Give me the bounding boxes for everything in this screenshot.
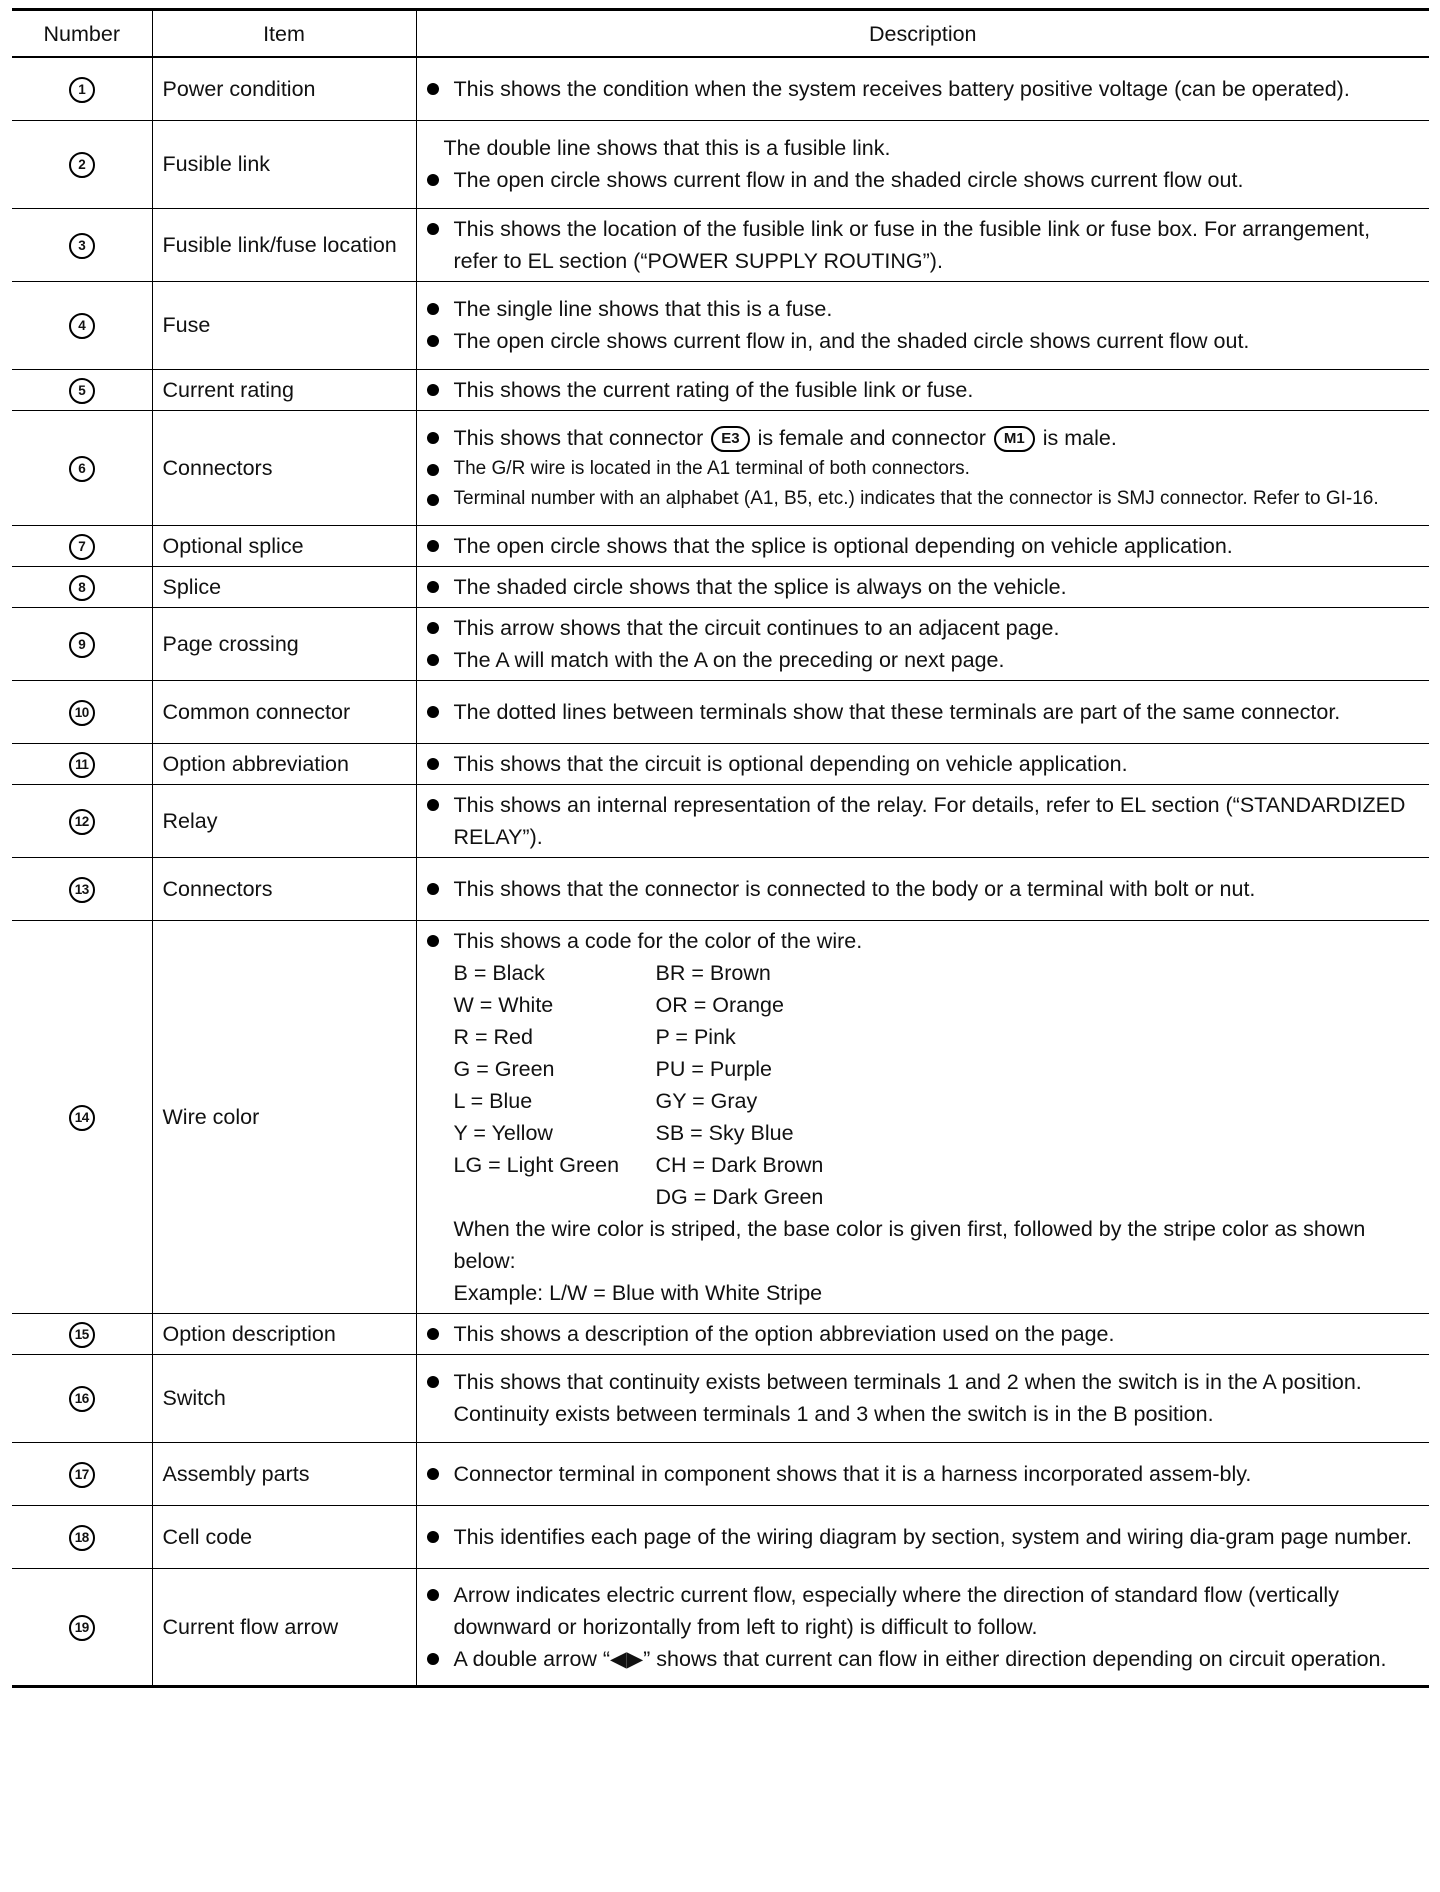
description-text: Arrow indicates electric current flow, especially where the direction of standard flow (vertically downward or horizontally from left to right) is difficult to follow. [453,1582,1339,1639]
description-line [427,1366,1420,1430]
connector-code-badge: E3 [711,426,749,452]
wire-color-code: B = Black [453,960,545,985]
table-row [12,1568,1429,1686]
description-text: The open circle shows current flow in and the shaded circle shows current flow out. [453,168,1244,192]
circled-number: 3 [69,233,95,259]
circled-number: 2 [69,152,95,178]
wire-color-code: SB = Sky Blue [655,1120,794,1145]
circled-number: 16 [69,1386,95,1412]
description-cell [416,743,1429,784]
description-line [427,612,1420,644]
description-cell [416,369,1429,410]
item-cell: Connectors [152,857,416,920]
description-cell [416,1313,1429,1354]
description-cell [416,566,1429,607]
header-description: Description [416,10,1429,58]
number-cell [12,1505,152,1568]
bullet-icon [427,1531,439,1543]
description-line [427,422,1420,454]
table-row [12,743,1429,784]
description-text: A double arrow “◀▶” shows that current can flow in either direction depending on circuit operation. [453,1646,1387,1671]
bullet-icon [427,464,439,476]
wire-color-code: CH = Dark Brown [655,1152,824,1177]
description-line [427,164,1420,196]
description-line [427,696,1420,728]
circled-number: 17 [69,1462,95,1488]
item-cell: Common connector [152,680,416,743]
table-row [12,607,1429,680]
description-text: The shaded circle shows that the splice is always on the vehicle. [453,574,1067,599]
description-text: This shows that the connector is connected to the body or a terminal with bolt or nut. [453,876,1256,901]
circled-number: 14 [69,1105,95,1131]
description-text: This shows an internal representation of the relay. For details, refer to EL section (“STANDARDIZED RELAY”). [453,792,1406,849]
description-line [427,925,1420,957]
wire-color-code: W = White [453,992,554,1017]
number-cell [12,857,152,920]
circled-number: 19 [69,1615,95,1641]
bullet-icon [427,494,439,506]
description-line [427,530,1420,562]
item-cell: Current flow arrow [152,1568,416,1686]
description-cell [416,680,1429,743]
circled-number: 5 [69,378,95,404]
wire-color-codes [427,957,1420,1213]
bullet-icon [427,1653,439,1665]
table-row [12,525,1429,566]
description-line [427,1579,1420,1643]
table-row [12,920,1429,1313]
number-cell [12,208,152,281]
legend-table [12,8,1429,1688]
bullet-icon [427,83,439,95]
number-cell [12,1354,152,1442]
item-cell: Fusible link/fuse location [152,208,416,281]
table-row [12,1505,1429,1568]
description-text: This shows that the circuit is optional depending on vehicle application. [453,751,1128,776]
header-row [12,10,1429,58]
wire-color-code: BR = Brown [655,960,771,985]
bullet-icon [427,622,439,634]
wire-color-code: OR = Orange [655,992,784,1017]
description-line [427,73,1420,105]
circled-number: 4 [69,313,95,339]
number-cell [12,57,152,120]
table-body [12,57,1429,1686]
item-cell: Splice [152,566,416,607]
wire-color-code: G = Green [453,1056,555,1081]
item-cell: Current rating [152,369,416,410]
description-line [427,571,1420,603]
description-cell [416,1505,1429,1568]
bullet-icon [427,1589,439,1601]
circled-number: 8 [69,575,95,601]
header-number: Number [12,10,152,58]
bullet-icon [427,654,439,666]
circled-number: 13 [69,877,95,903]
wire-color-code [454,1181,656,1213]
table-row [12,281,1429,369]
description-cell [416,57,1429,120]
description-cell [416,1442,1429,1505]
wire-color-code: R = Red [453,1024,533,1049]
number-cell [12,369,152,410]
description-line [427,325,1420,357]
description-line [427,1458,1420,1490]
description-line [427,644,1420,676]
item-cell: Wire color [152,920,416,1313]
wire-color-code: P = Pink [655,1024,736,1049]
number-cell [12,920,152,1313]
description-text: The G/R wire is located in the A1 terminal of both connectors. [453,457,970,479]
bullet-icon [427,935,439,947]
item-cell: Page crossing [152,607,416,680]
number-cell [12,784,152,857]
bullet-icon [427,432,439,444]
bullet-icon [427,303,439,315]
description-line [427,789,1420,853]
bullet-icon [427,1468,439,1480]
number-cell [12,525,152,566]
description-cell [416,920,1429,1313]
bullet-icon [427,883,439,895]
description-cell [416,120,1429,208]
connector-text: This shows that connector [453,425,704,450]
wire-color-code: GY = Gray [655,1088,758,1113]
description-text: This shows the current rating of the fusible link or fuse. [453,377,974,402]
item-cell: Optional splice [152,525,416,566]
connector-text: is female and connector [757,425,986,450]
item-cell: Fuse [152,281,416,369]
item-cell: Power condition [152,57,416,120]
description-text: Connector terminal in component shows that it is a harness incorporated assem-bly. [453,1461,1252,1486]
connector-text: is male. [1042,425,1117,450]
bullet-icon [427,581,439,593]
description-cell [416,607,1429,680]
description-cell [416,410,1429,525]
table-row [12,680,1429,743]
description-text: This shows the condition when the system receives battery positive voltage (can be operated). [453,76,1350,101]
wire-color-code: L = Blue [453,1088,533,1113]
table-row [12,410,1429,525]
bullet-icon [427,174,439,186]
item-cell: Option description [152,1313,416,1354]
bullet-icon [427,706,439,718]
description-line [427,454,1420,484]
item-cell: Switch [152,1354,416,1442]
item-cell: Cell code [152,1505,416,1568]
number-cell [12,607,152,680]
wire-color-code: LG = Light Green [453,1152,620,1177]
description-line [427,1318,1420,1350]
description-text: The open circle shows that the splice is optional depending on vehicle application. [453,533,1233,558]
description-text: This shows the location of the fusible link or fuse in the fusible link or fuse box. For arrangement, refer to EL section (“POWER SUPPLY ROUTING”). [453,216,1371,273]
description-cell [416,1354,1429,1442]
circled-number: 15 [69,1322,95,1348]
table-row [12,369,1429,410]
description-text: The dotted lines between terminals show that these terminals are part of the same connector. [453,699,1341,724]
table-row [12,1313,1429,1354]
table-row [12,1442,1429,1505]
number-cell [12,1442,152,1505]
description-line [427,213,1420,277]
description-line [427,293,1420,325]
item-cell: Assembly parts [152,1442,416,1505]
circled-number: 18 [69,1525,95,1551]
table-row [12,566,1429,607]
circled-number: 1 [69,77,95,103]
description-cell [416,208,1429,281]
bullet-icon [427,1376,439,1388]
circled-number: 10 [69,700,95,726]
bullet-icon [427,799,439,811]
description-cell [416,784,1429,857]
description-text: This shows that continuity exists between terminals 1 and 2 when the switch is in the A position. Continuity exists between terminals 1 and 3 when the switch is in the B position. [453,1370,1362,1426]
description-line [427,484,1420,514]
description-cell [416,1568,1429,1686]
description-cell [416,281,1429,369]
description-line [427,1643,1420,1675]
description-text: This arrow shows that the circuit continues to an adjacent page. [453,615,1060,640]
description-line [427,1521,1420,1553]
circled-number: 9 [69,632,95,658]
circled-number: 7 [69,534,95,560]
item-cell: Option abbreviation [152,743,416,784]
description-intro: The double line shows that this is a fusible link. [443,136,891,160]
number-cell [12,566,152,607]
description-text: Terminal number with an alphabet (A1, B5, etc.) indicates that the connector is SMJ connector. Refer to GI-16. [453,487,1379,509]
number-cell [12,680,152,743]
wire-color-code: DG = Dark Green [655,1184,824,1209]
description-text: This shows a code for the color of the wire. [453,928,863,953]
table-row [12,208,1429,281]
circled-number: 12 [69,809,95,835]
item-cell: Fusible link [152,120,416,208]
description-line [427,374,1420,406]
number-cell [12,281,152,369]
number-cell [12,743,152,784]
connector-code-badge: M1 [994,426,1035,452]
table-row [12,57,1429,120]
description-text: This identifies each page of the wiring diagram by section, system and wiring dia-gram page number. [453,1524,1412,1549]
item-cell: Connectors [152,410,416,525]
circled-number: 11 [69,752,95,778]
number-cell [12,410,152,525]
number-cell [12,1568,152,1686]
description-note: When the wire color is striped, the base color is given first, followed by the stripe color as shown below: [453,1216,1366,1273]
bullet-icon [427,335,439,347]
number-cell [12,120,152,208]
description-text: The single line shows that this is a fuse. [453,297,833,321]
header-item: Item [152,10,416,58]
description-cell [416,857,1429,920]
bullet-icon [427,384,439,396]
description-note: Example: L/W = Blue with White Stripe [453,1280,823,1305]
description-text: The A will match with the A on the preceding or next page. [453,647,1005,672]
number-cell [12,1313,152,1354]
bullet-icon [427,223,439,235]
description-text: The open circle shows current flow in, and the shaded circle shows current flow out. [453,329,1250,353]
table-row [12,120,1429,208]
item-cell: Relay [152,784,416,857]
description-line [427,748,1420,780]
wire-color-code: PU = Purple [655,1056,773,1081]
wire-color-code: Y = Yellow [453,1120,553,1145]
bullet-icon [427,540,439,552]
bullet-icon [427,758,439,770]
table-row [12,1354,1429,1442]
table-row [12,857,1429,920]
description-cell [416,525,1429,566]
table-row [12,784,1429,857]
description-line [427,873,1420,905]
bullet-icon [427,1328,439,1340]
circled-number: 6 [69,456,95,482]
description-text: This shows a description of the option abbreviation used on the page. [453,1321,1115,1346]
